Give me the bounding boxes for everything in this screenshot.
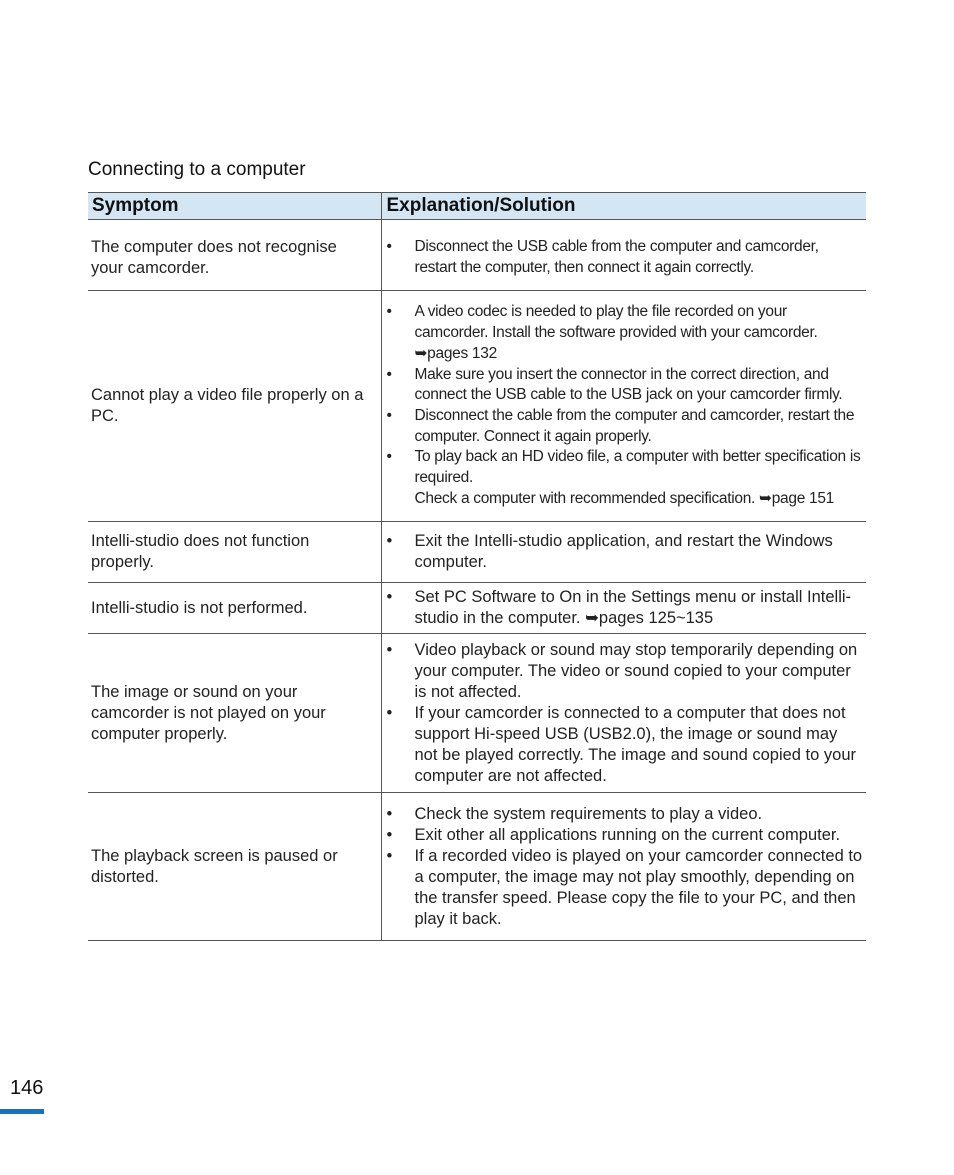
solution-text: If a recorded video is played on your camcorder connected to a computer, the image may not play smoothly, depending on the transfer speed. Please copy the file to your PC, and then play it back. [414, 846, 863, 928]
list-item [387, 237, 864, 278]
symptom-text: Intelli-studio is not performed. [91, 598, 308, 617]
list-item [387, 531, 864, 573]
bullet-icon: • [386, 588, 393, 606]
table-row [88, 220, 866, 291]
section-title: Connecting to a computer [88, 159, 306, 180]
list-item [387, 825, 864, 846]
table-row [88, 634, 866, 793]
solution-text: Exit the Intelli-studio application, and restart the Windows computer. [414, 532, 833, 571]
solution-text: To play back an HD video file, a computer with better specification is required. [414, 448, 861, 487]
solution-text: Video playback or sound may stop temporarily depending on your computer. The video or sound copied to your computer is not affected. [414, 640, 858, 701]
symptom-cell [88, 583, 381, 634]
solution-text: Check the system requirements to play a video. [414, 804, 763, 823]
solution-text: Make sure you insert the connector in the correct direction, and connect the USB cable to the USB jack on your camcorder firmly. [414, 365, 843, 404]
list-item [387, 640, 864, 703]
bullet-icon: • [386, 804, 393, 823]
symptom-text: Intelli-studio does not function properly. [91, 532, 310, 571]
bullet-icon: • [386, 703, 393, 722]
troubleshooting-table [88, 192, 866, 941]
table-row [88, 291, 866, 522]
symptom-cell [88, 220, 381, 291]
solution-note: Check a computer with recommended specification. ➥page 151 [414, 489, 834, 507]
table-row [88, 583, 866, 634]
table-header-row [88, 193, 866, 220]
solution-text: A video codec is needed to play the file recorded on your camcorder. Install the software provided with your camcorder. ➥pages 132 [414, 303, 818, 362]
solution-text: Disconnect the USB cable from the computer and camcorder, restart the computer, then connect it again correctly. [414, 237, 819, 276]
symptom-text: The computer does not recognise your camcorder. [91, 237, 337, 277]
list-item [387, 406, 864, 447]
solution-cell [381, 291, 866, 522]
solution-cell [381, 793, 866, 941]
bullet-icon: • [386, 448, 392, 466]
bullet-icon: • [386, 237, 392, 255]
solution-cell [381, 583, 866, 634]
symptom-text: Cannot play a video file properly on a PC. [91, 386, 364, 425]
symptom-text: The image or sound on your camcorder is not played on your computer properly. [91, 682, 326, 743]
list-item [387, 804, 864, 825]
solution-cell [381, 522, 866, 583]
solution-text: If your camcorder is connected to a computer that does not support Hi-speed USB (USB2.0), the image or sound may not be played correctly. The image and sound copied to your computer are not affected. [414, 703, 856, 785]
symptom-cell [88, 291, 381, 522]
bullet-icon: • [386, 846, 393, 865]
list-item [387, 846, 864, 930]
symptom-cell [88, 793, 381, 941]
solution-cell [381, 220, 866, 291]
header-solution: Explanation/Solution [381, 193, 866, 220]
table-row [88, 522, 866, 583]
list-item [387, 365, 864, 406]
bullet-icon: • [386, 365, 392, 383]
list-item [387, 302, 864, 364]
solution-text: Exit other all applications running on the current computer. [414, 825, 841, 844]
list-item [387, 587, 864, 629]
bullet-icon: • [386, 407, 392, 424]
header-symptom: Symptom [88, 193, 381, 220]
list-item [387, 447, 864, 488]
symptom-cell [88, 522, 381, 583]
bullet-icon: • [386, 640, 393, 659]
bullet-icon: • [386, 303, 392, 321]
bullet-icon: • [386, 532, 393, 550]
solution-text: Disconnect the cable from the computer and camcorder, restart the computer. Connect it again properly. [414, 407, 855, 445]
symptom-text: The playback screen is paused or distorted. [91, 846, 338, 886]
page-accent-bar [0, 1109, 44, 1114]
symptom-cell [88, 634, 381, 793]
bullet-icon: • [386, 825, 393, 844]
table-row [88, 793, 866, 941]
page-number: 146 [10, 1077, 44, 1099]
solution-cell [381, 634, 866, 793]
solution-text: Set PC Software to On in the Settings menu or install Intelli-studio in the computer. ➥pages 125~135 [414, 588, 852, 627]
list-item [387, 703, 864, 787]
